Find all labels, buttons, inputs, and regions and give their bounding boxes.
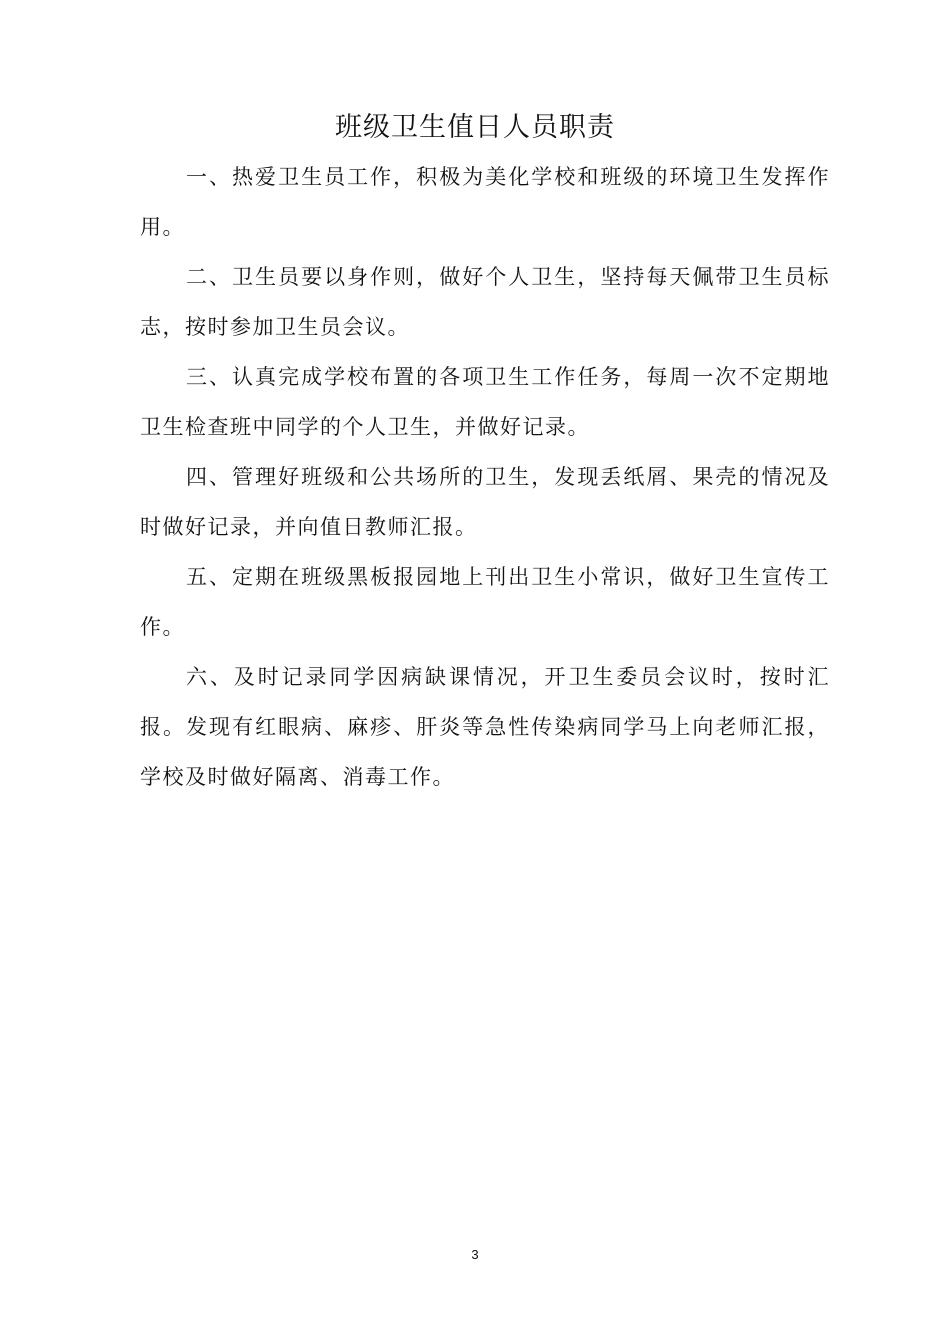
duty-paragraph-3: 三、认真完成学校布置的各项卫生工作任务，每周一次不定期地卫生检查班中同学的个人卫生，并做好记录。 (140, 365, 830, 439)
duty-paragraph-6: 六、及时记录同学因病缺课情况，开卫生委员会议时，按时汇报。发现有红眼病、麻疹、肝炎等急性传染病同学马上向老师汇报，学校及时做好隔离、消毒工作。 (140, 665, 830, 789)
document-body (140, 152, 830, 802)
duty-paragraph-4: 四、管理好班级和公共场所的卫生，发现丢纸屑、果壳的情况及时做好记录，并向值日教师汇报。 (140, 465, 830, 539)
duty-paragraph-5: 五、定期在班级黑板报园地上刊出卫生小常识，做好卫生宣传工作。 (140, 565, 830, 639)
duty-paragraph-2: 二、卫生员要以身作则，做好个人卫生，坚持每天佩带卫生员标志，按时参加卫生员会议。 (140, 265, 830, 339)
page-title: 班级卫生值日人员职责 (335, 112, 615, 143)
duty-paragraph-1: 一、热爱卫生员工作，积极为美化学校和班级的环境卫生发挥作用。 (140, 165, 830, 239)
page-number: 3 (471, 1247, 479, 1262)
